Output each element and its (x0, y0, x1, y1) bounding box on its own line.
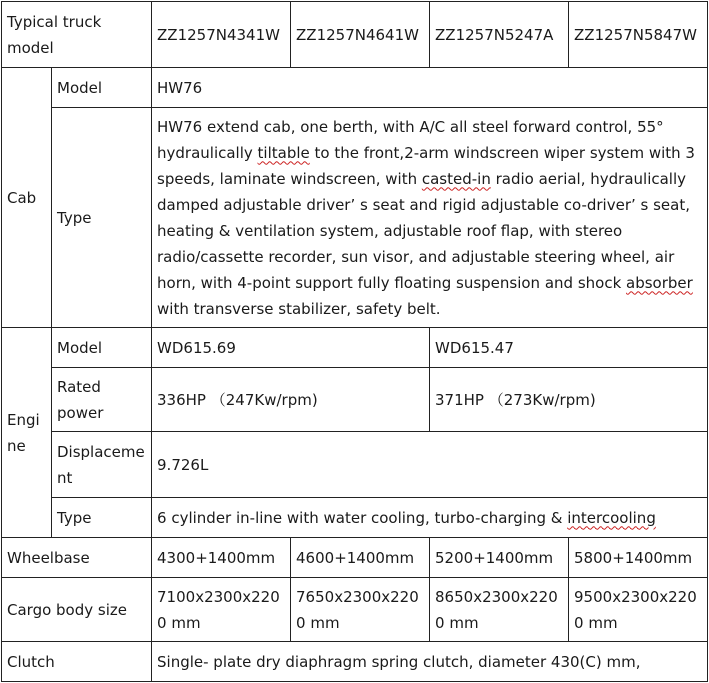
cab-model-label: Model (52, 68, 152, 108)
engine-type-row (2, 498, 708, 538)
cargo-body-size-2: 7650x2300x2200 mm (291, 578, 430, 642)
truck-spec-table (1, 1, 708, 682)
clutch-row (2, 642, 708, 682)
clutch-value: Single- plate dry diaphragm spring clutch, diameter 430(C) mm, (152, 642, 708, 682)
wheelbase-label: Wheelbase (2, 538, 152, 578)
wheelbase-value-3: 5200+1400mm (430, 538, 569, 578)
engine-type-value (152, 498, 708, 538)
engine-type-misspelled-word: intercooling (567, 508, 656, 527)
cab-type-misspelled-word: tiltable (257, 143, 310, 162)
cargo-body-size-3: 8650x2300x2200 mm (430, 578, 569, 642)
clutch-label: Clutch (2, 642, 152, 682)
engine-model-1: WD615.69 (152, 328, 430, 368)
cargo-body-row (2, 578, 708, 642)
cargo-body-size-1: 7100x2300x2200 mm (152, 578, 291, 642)
truck-model-4: ZZ1257N5847W (569, 2, 708, 68)
engine-model-2: WD615.47 (430, 328, 708, 368)
cab-type-text-1: HW76 extend cab, one berth, with A/C all steel forward control, 55° hydraulically (157, 117, 664, 162)
cab-type-misspelled-word: casted-in (421, 169, 491, 188)
rated-power-2: 371HP （273Kw/rpm) (430, 368, 708, 432)
cab-section-label: Cab (2, 68, 52, 328)
cab-type-misspelled-word: absorber (626, 273, 693, 292)
cargo-body-size-label: Cargo body size (2, 578, 152, 642)
engine-type-text: 6 cylinder in-line with water cooling, turbo-charging & (157, 508, 568, 527)
cab-model-row (2, 68, 708, 108)
engine-model-label: Model (52, 328, 152, 368)
wheelbase-value-1: 4300+1400mm (152, 538, 291, 578)
cab-type-text-2: to the front,2-arm windscreen wiper system with 3 speeds, laminate windscreen, with (157, 143, 695, 188)
cab-type-row (2, 108, 708, 328)
engine-section-label: Engine (2, 328, 52, 538)
cargo-body-size-4: 9500x2300x2200 mm (569, 578, 708, 642)
typical-truck-model-label: Typical truck model (2, 2, 152, 68)
engine-displacement-row (2, 432, 708, 498)
engine-type-label: Type (52, 498, 152, 538)
cab-model-value: HW76 (152, 68, 708, 108)
truck-model-1: ZZ1257N4341W (152, 2, 291, 68)
displacement-value: 9.726L (152, 432, 708, 498)
wheelbase-row (2, 538, 708, 578)
rated-power-1: 336HP （247Kw/rpm) (152, 368, 430, 432)
header-row (2, 2, 708, 68)
rated-power-label: Rated power (52, 368, 152, 432)
cab-type-description (152, 108, 708, 328)
truck-model-2: ZZ1257N4641W (291, 2, 430, 68)
engine-model-row (2, 328, 708, 368)
wheelbase-value-4: 5800+1400mm (569, 538, 708, 578)
cab-type-text-4: with transverse stabilizer, safety belt. (157, 299, 441, 318)
cab-type-label: Type (52, 108, 152, 328)
truck-model-3: ZZ1257N5247A (430, 2, 569, 68)
cab-type-text-3: radio aerial, hydraulically damped adjustable driver’ s seat and rigid adjustable co-driver’ s seat, heating & ventilation system, adjustable roof flap, with stereo radio/cassette recorder, sun visor, and adjustable steering wheel, air horn, with 4-point support fully floating suspension and shock (157, 169, 690, 292)
displacement-label: Displacement (52, 432, 152, 498)
wheelbase-value-2: 4600+1400mm (291, 538, 430, 578)
engine-power-row (2, 368, 708, 432)
